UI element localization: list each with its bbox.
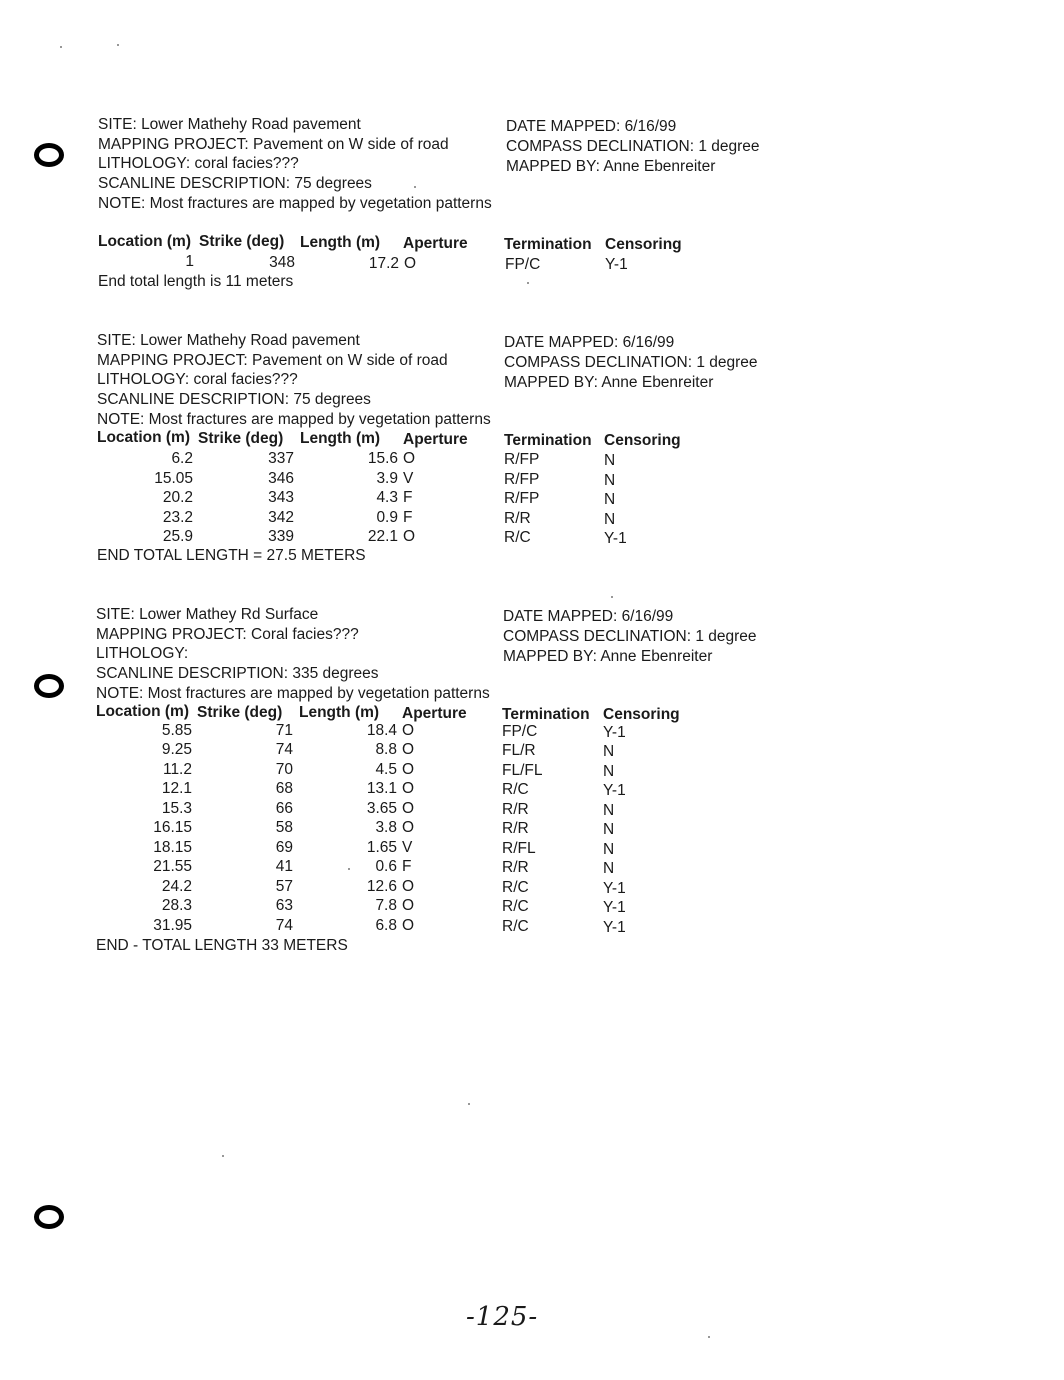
col-header-length: Length (m) [300,430,381,447]
col-header-length: Length (m) [300,234,381,251]
date-mapped: DATE MAPPED: 6/16/99 [504,334,675,351]
col-header-location: Location (m) [97,429,190,446]
cell-ap: O [403,450,416,467]
cell-strike: 69 [275,838,293,856]
compass-declination: COMPASS DECLINATION: 1 degree [504,354,758,371]
scanline-description: SCANLINE DESCRIPTION: 75 degrees [98,175,372,192]
mapped-by: MAPPED BY: Anne Ebenreiter [506,158,716,175]
col-header-strike: Strike (deg) [199,233,285,250]
cell-cens: Y-1 [603,879,626,897]
cell-cens: Y-1 [603,918,626,936]
col-header-length: Length (m) [299,704,380,721]
col-header-censoring: Censoring [603,706,680,723]
cell-loc: 18.15 [153,838,192,856]
cell-term: R/R [504,509,531,527]
cell-term: R/C [502,898,529,916]
lithology: LITHOLOGY: coral facies??? [97,371,298,388]
cell-cens: N [603,840,615,858]
mapping-project: MAPPING PROJECT: Pavement on W side of road [98,136,449,153]
cell-len: 22.1 [367,528,398,546]
cell-term: FL/R [502,742,536,760]
compass-declination: COMPASS DECLINATION: 1 degree [506,138,760,155]
cell-term: R/C [504,529,531,547]
cell-len: 4.3 [376,489,398,507]
cell-len: 0.9 [376,508,398,526]
cell-loc: 6.2 [171,450,193,467]
cell-loc: 24.2 [161,877,192,895]
cell-loc: 20.2 [162,489,193,507]
col-header-location: Location (m) [98,233,191,250]
site-label: SITE: Lower Mathey Rd Surface [96,606,319,623]
mapping-project: MAPPING PROJECT: Pavement on W side of road [97,352,448,369]
col-header-aperture: Aperture [403,431,468,448]
cell-cens: N [603,801,615,819]
cell-loc: 9.25 [161,741,192,759]
cell-loc: 16.15 [153,819,192,837]
compass-declination: COMPASS DECLINATION: 1 degree [503,628,757,645]
col-header-termination: Termination [504,236,592,253]
cell-term: R/FP [504,470,540,488]
cell-ap: F [402,858,412,876]
lithology: LITHOLOGY: coral facies??? [98,155,299,172]
cell-ap: O [402,741,415,759]
cell-ap: O [402,722,415,739]
cell-loc: 11.2 [162,760,192,778]
mapped-by: MAPPED BY: Anne Ebenreiter [503,648,713,665]
cell-strike: 66 [275,799,293,817]
cell-len: 0.6 [375,858,397,876]
note: NOTE: Most fractures are mapped by vegetation patterns [97,411,491,428]
cell-term: R/FL [502,839,536,857]
mapping-project: MAPPING PROJECT: Coral facies??? [96,626,359,643]
cell-cens: Y-1 [603,724,626,741]
cell-term: R/C [502,917,529,935]
col-header-strike: Strike (deg) [197,704,283,721]
note: NOTE: Most fractures are mapped by vegetation patterns [98,195,492,212]
cell-cens: N [604,491,616,509]
cell-strike: 346 [268,469,294,487]
cell-strike: 74 [275,916,293,934]
col-header-aperture: Aperture [402,705,467,722]
cell-len: 6.8 [375,916,397,934]
cell-loc: 28.3 [161,897,192,915]
cell-cens: N [604,510,616,528]
col-header-aperture: Aperture [403,235,468,252]
cell-term: R/R [502,820,529,838]
cell-cens: N [603,821,615,839]
cell-len: 13.1 [366,780,397,798]
cell-strike: 57 [275,877,293,895]
end-total-length: END TOTAL LENGTH = 27.5 METERS [97,547,366,564]
cell-loc: 15.3 [161,799,192,817]
cell-len: 4.5 [375,760,397,778]
cell-ap: O [402,799,415,817]
cell-term: R/R [502,859,529,877]
date-mapped: DATE MAPPED: 6/16/99 [506,118,677,135]
col-header-location: Location (m) [96,703,189,720]
cell-strike: 41 [275,858,293,876]
cell-strike: 343 [268,489,294,507]
cell-len: 8.8 [375,741,397,759]
cell-cens: N [603,762,615,780]
cell-loc: 12.1 [161,780,192,798]
cell-len: 3.65 [366,799,397,817]
site-label: SITE: Lower Mathehy Road pavement [97,332,360,349]
cell-ap: O [402,897,415,915]
cell-len: 7.8 [375,897,397,915]
cell-ap: V [402,838,413,856]
mapped-by: MAPPED BY: Anne Ebenreiter [504,374,714,391]
cell-strike: 68 [275,780,293,798]
cell-loc: 21.55 [153,858,192,876]
cell-loc: 15.05 [154,469,193,487]
site-label: SITE: Lower Mathehy Road pavement [98,116,361,133]
cell-ap: O [402,760,415,778]
cell-loc: 5.85 [161,722,192,739]
lithology: LITHOLOGY: [96,645,189,662]
cell-cens: Y-1 [604,530,627,548]
cell-len: 18.4 [366,722,397,739]
cell-strike: 63 [275,897,293,915]
cell-strike: 337 [268,450,294,467]
col-header-termination: Termination [504,432,592,449]
col-header-censoring: Censoring [605,236,682,253]
cell-ap: O [402,916,415,934]
cell-strike: 74 [275,741,293,759]
cell-len: 15.6 [367,450,398,467]
note: NOTE: Most fractures are mapped by vegetation patterns [96,685,490,702]
binder-hole [34,143,64,167]
cell-ap: F [403,489,413,507]
cell-term: FL/FL [502,761,543,779]
cell-ap: O [402,780,415,798]
cell-len: 1.65 [366,838,397,856]
cell-cens: Y-1 [603,782,626,800]
cell-ap: F [403,508,413,526]
cell-len: 3.9 [376,469,398,487]
binder-hole [34,674,64,698]
cell-strike: 70 [275,760,293,778]
cell-term: R/FP [504,490,540,508]
cell-term: R/R [502,800,529,818]
cell-len: 3.8 [375,819,397,837]
date-mapped: DATE MAPPED: 6/16/99 [503,608,674,625]
binder-hole [34,1205,64,1229]
cell-term: R/FP [504,451,540,468]
cell-strike: 58 [275,819,293,837]
cell-term: R/C [502,781,529,799]
scanline-description: SCANLINE DESCRIPTION: 335 degrees [96,665,379,682]
cell-strike: 339 [268,528,294,546]
cell-loc: 25.9 [162,528,193,546]
cell-strike: 342 [268,508,294,526]
cell-term: FP/C [502,723,538,740]
cell-term: R/C [502,878,529,896]
cell-len: 12.6 [366,877,397,895]
scanline-description: SCANLINE DESCRIPTION: 75 degrees [97,391,371,408]
cell-cens: N [604,471,616,489]
cell-cens: N [603,743,615,761]
col-header-censoring: Censoring [604,432,681,449]
cell-ap: O [402,877,415,895]
col-header-strike: Strike (deg) [198,430,284,447]
cell-loc: 23.2 [162,508,193,526]
cell-cens: N [603,860,615,878]
col-header-termination: Termination [502,706,590,723]
end-total-length: END - TOTAL LENGTH 33 METERS [96,937,348,954]
cell-strike: 71 [275,722,293,739]
cell-cens: Y-1 [603,899,626,917]
cell-ap: V [403,469,414,487]
end-total-length: End total length is 11 meters [98,273,294,290]
cell-loc: 31.95 [153,916,192,934]
cell-ap: O [402,819,415,837]
page-number: -125- [466,1302,539,1332]
cell-ap: O [403,528,416,546]
cell-cens: N [604,452,616,469]
